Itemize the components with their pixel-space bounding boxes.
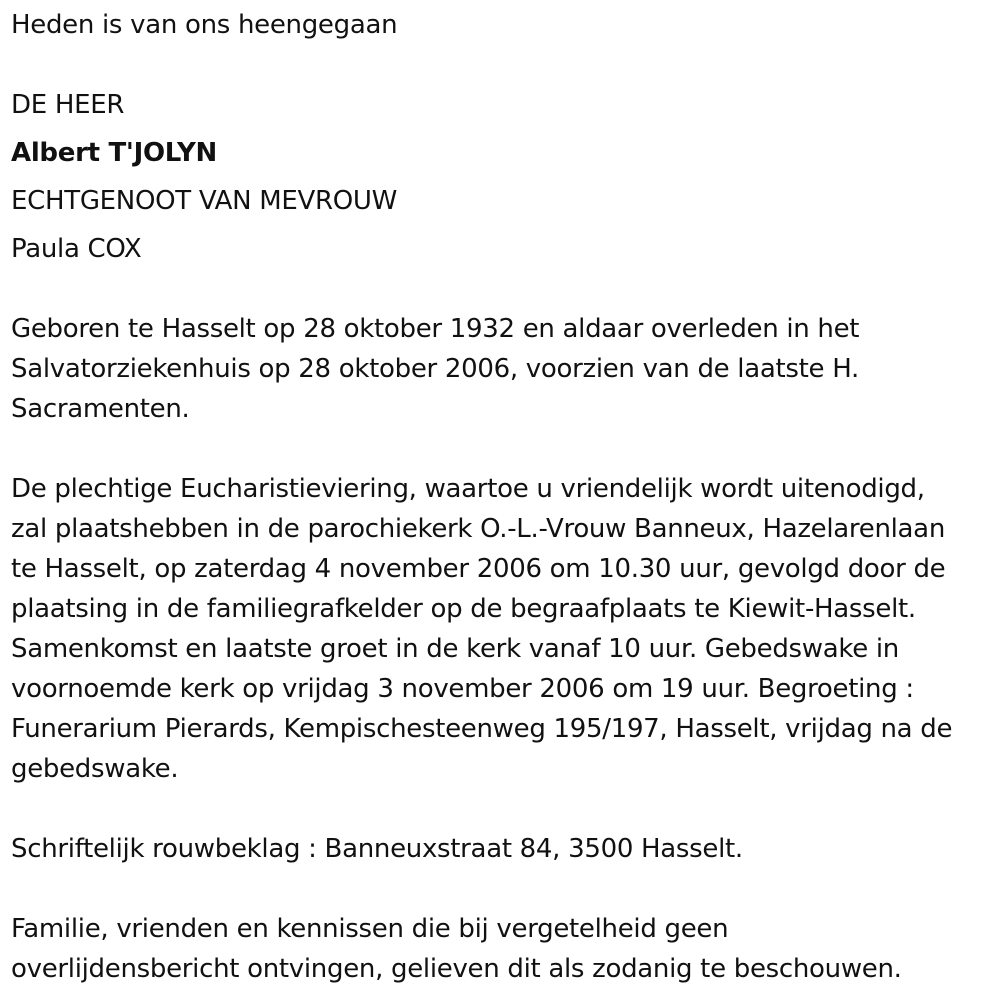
deceased-name: Albert T'JOLYN bbox=[11, 138, 217, 168]
paragraph-line: plaatsing in de familiegrafkelder op de begraafplaats te Kiewit-Hasselt. bbox=[11, 594, 916, 624]
paragraph-line: Funerarium Pierards, Kempischesteenweg 195/197, Hasselt, vrijdag na de bbox=[11, 714, 953, 744]
paragraph-line: zal plaatshebben in de parochiekerk O.-L.-Vrouw Banneux, Hazelarenlaan bbox=[11, 514, 945, 544]
paragraph-line: voornoemde kerk op vrijdag 3 november 2006 om 19 uur. Begroeting : bbox=[11, 674, 914, 704]
paragraph-line: Familie, vrienden en kennissen die bij vergetelheid geen bbox=[11, 914, 729, 944]
spouse-label: ECHTGENOOT VAN MEVROUW bbox=[11, 186, 398, 216]
intro-text: Heden is van ons heengegaan bbox=[11, 10, 398, 40]
paragraph-line: Sacramenten. bbox=[11, 394, 190, 424]
paragraph-line: Salvatorziekenhuis op 28 oktober 2006, voorzien van de laatste H. bbox=[11, 354, 859, 384]
paragraph-line: te Hasselt, op zaterdag 4 november 2006 om 10.30 uur, gevolgd door de bbox=[11, 554, 946, 584]
condolence-address: Schriftelijk rouwbeklag : Banneuxstraat 84, 3500 Hasselt. bbox=[11, 834, 743, 864]
paragraph-line: De plechtige Eucharistieviering, waartoe u vriendelijk wordt uitenodigd, bbox=[11, 474, 925, 504]
title-prefix: DE HEER bbox=[11, 90, 125, 120]
paragraph-line: overlijdensbericht ontvingen, gelieven dit als zodanig te beschouwen. bbox=[11, 954, 902, 984]
paragraph-line: Geboren te Hasselt op 28 oktober 1932 en aldaar overleden in het bbox=[11, 314, 860, 344]
paragraph-line: gebedswake. bbox=[11, 754, 179, 784]
paragraph-line: Samenkomst en laatste groet in de kerk vanaf 10 uur. Gebedswake in bbox=[11, 634, 899, 664]
spouse-name: Paula COX bbox=[11, 234, 142, 264]
